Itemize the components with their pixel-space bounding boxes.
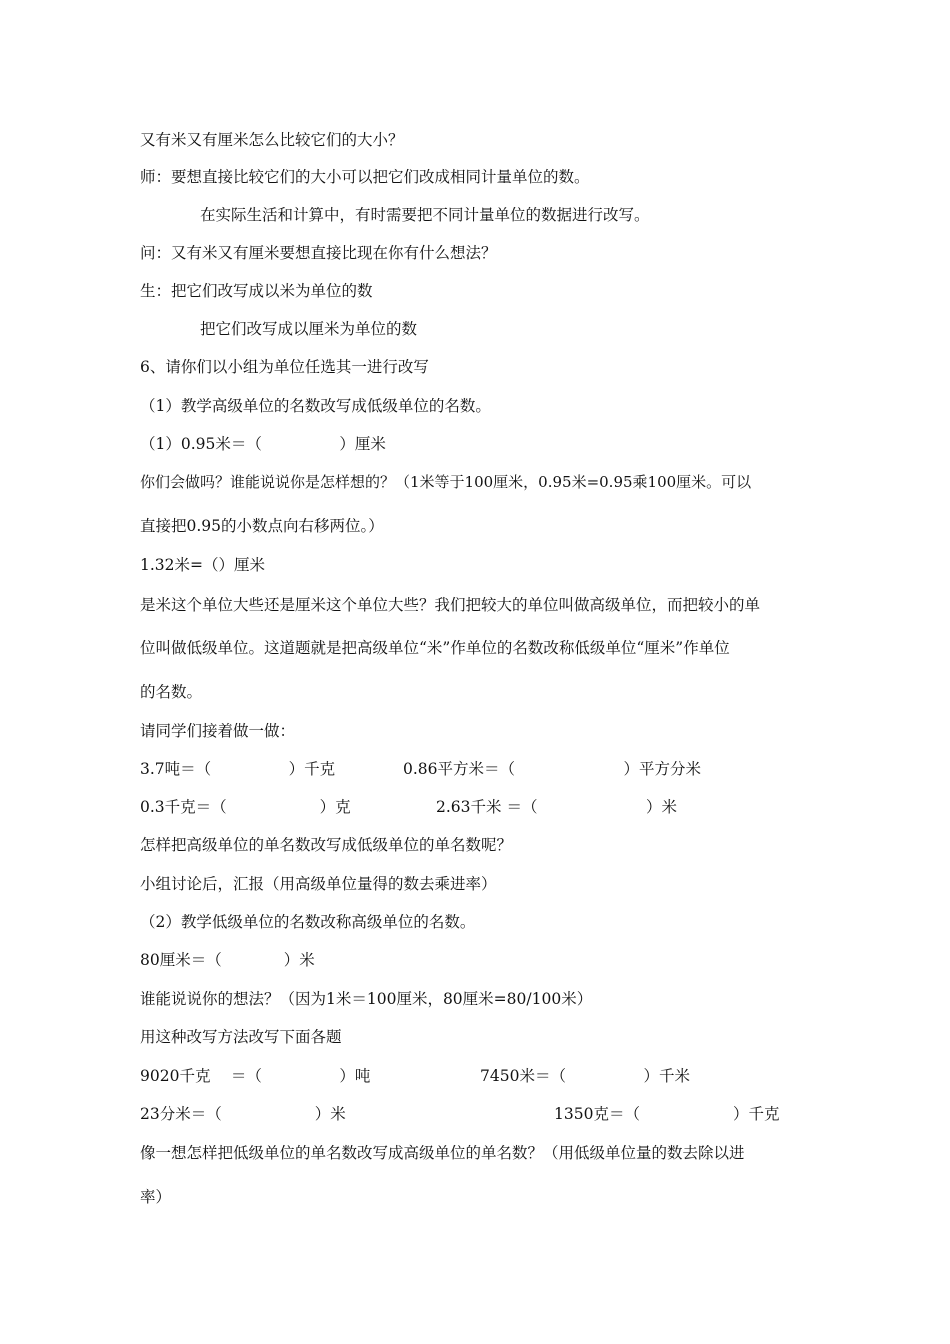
text-line: 位叫做低级单位。这道题就是把高级单位“米”作单位的名数改称低级单位“厘米”作单位 <box>140 639 730 657</box>
exercise-item: 2.63千米 ＝（ ）米 <box>436 798 677 816</box>
text-line: 问：又有米又有厘米要想直接比现在你有什么想法？ <box>140 244 497 262</box>
exercise-item: 23分米＝（ ）米 <box>140 1105 346 1123</box>
text-line: 的名数。 <box>140 683 203 701</box>
text-line: 像一想怎样把低级单位的单名数改写成高级单位的单名数？（用低级单位量的数去除以进 <box>140 1144 745 1162</box>
text-line: 把它们改写成以厘米为单位的数 <box>200 320 418 338</box>
exercise-item: 0.86平方米＝（ ）平方分米 <box>403 760 702 778</box>
text-line: （1）教学高级单位的名数改写成低级单位的名数。 <box>140 397 491 415</box>
text-line: 怎样把高级单位的单名数改写成低级单位的单名数呢？ <box>140 836 513 854</box>
text-line: 率） <box>140 1188 172 1206</box>
exercise-row <box>140 1066 820 1086</box>
exercise-item: 3.7吨＝（ ）千克 <box>140 760 336 778</box>
text-line: 你们会做吗？谁能说说你是怎样想的？（1米等于100厘米，0.95米=0.95乘100厘米。可以 <box>140 473 752 491</box>
text-line: 又有米又有厘米怎么比较它们的大小？ <box>140 131 404 149</box>
text-line: 师：要想直接比较它们的大小可以把它们改成相同计量单位的数。 <box>140 168 590 186</box>
text-line: （2）教学低级单位的名数改称高级单位的名数。 <box>140 913 476 931</box>
exercise-item: 9020千克 ＝（ ）吨 <box>140 1067 371 1085</box>
text-line: 生：把它们改写成以米为单位的数 <box>140 282 373 300</box>
text-line: 在实际生活和计算中，有时需要把不同计量单位的数据进行改写。 <box>200 206 650 224</box>
text-line: 请同学们接着做一做： <box>140 722 296 740</box>
exercise-row <box>140 1104 820 1124</box>
text-line: 6、请你们以小组为单位任选其一进行改写 <box>140 358 429 376</box>
text-line: 直接把0.95的小数点向右移两位。） <box>140 517 384 535</box>
exercise-item: 0.3千克＝（ ）克 <box>140 798 351 816</box>
exercise-row <box>140 797 820 817</box>
text-line: 谁能说说你的想法？（因为1米＝100厘米，80厘米=80/100米） <box>140 990 593 1008</box>
text-line: 是米这个单位大些还是厘米这个单位大些？我们把较大的单位叫做高级单位，而把较小的单 <box>140 596 761 614</box>
text-line: 用这种改写方法改写下面各题 <box>140 1028 342 1046</box>
exercise-item: 1350克＝（ ）千克 <box>554 1105 780 1123</box>
text-line: （1）0.95米＝（ ）厘米 <box>140 435 386 453</box>
text-line: 小组讨论后，汇报（用高级单位量得的数去乘进率） <box>140 875 497 893</box>
exercise-row <box>140 759 820 779</box>
text-line: 80厘米＝（ ）米 <box>140 951 315 969</box>
text-line: 1.32米=（）厘米 <box>140 556 265 574</box>
exercise-item: 7450米＝（ ）千米 <box>480 1067 690 1085</box>
